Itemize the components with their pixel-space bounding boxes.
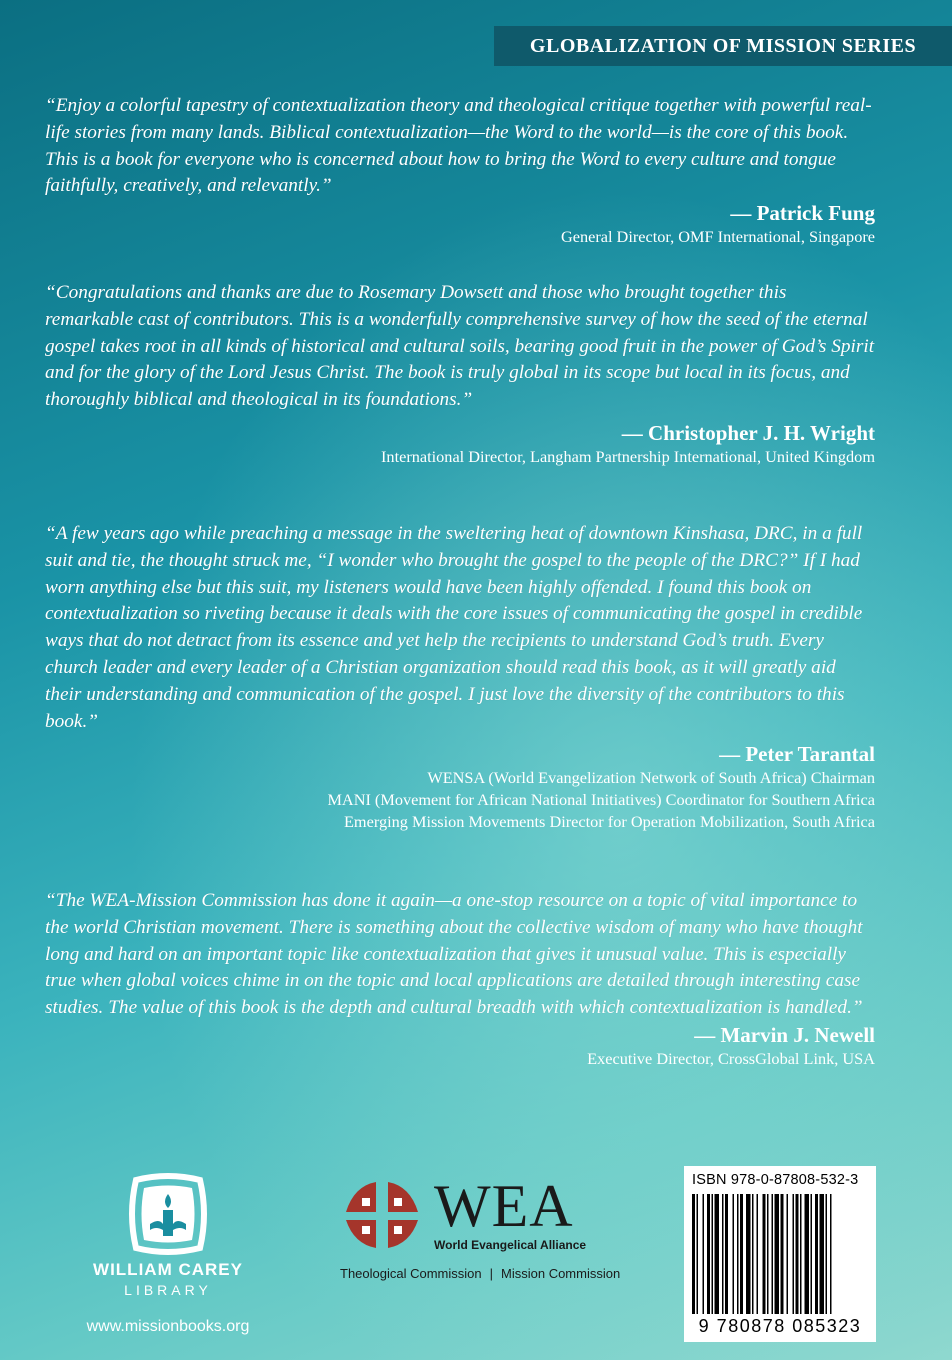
- barcode-bar: [712, 1194, 714, 1314]
- barcode-bar: [787, 1194, 789, 1314]
- endorsement-role: Executive Director, CrossGlobal Link, USA: [587, 1048, 875, 1068]
- commission-separator: |: [489, 1266, 494, 1281]
- endorsement: [45, 280, 875, 468]
- barcode-bar: [796, 1194, 799, 1314]
- candle-emblem-icon: [126, 1172, 210, 1256]
- publisher-url[interactable]: www.missionbooks.org: [86, 1318, 250, 1335]
- publisher-subname: LIBRARY: [124, 1282, 212, 1298]
- publisher-logo: [58, 1172, 278, 1336]
- barcode-bar: [707, 1194, 710, 1314]
- endorsement: [45, 93, 875, 248]
- barcode-bar: [775, 1194, 780, 1314]
- mission-commission: Mission Commission: [501, 1266, 621, 1281]
- barcode-bar: [692, 1194, 695, 1314]
- wea-logo: [340, 1172, 630, 1281]
- endorsement-role: International Director, Langham Partnership International, United Kingdom: [381, 446, 875, 466]
- barcode-bar: [820, 1194, 825, 1314]
- endorsement-author: — Marvin J. Newell: [694, 1022, 875, 1047]
- endorsement-author: — Patrick Fung: [730, 201, 875, 226]
- barcode-digits: 9 780878 085323: [698, 1316, 862, 1336]
- barcode-bar: [800, 1194, 802, 1314]
- series-title: GLOBALIZATION OF MISSION SERIES: [529, 34, 917, 57]
- barcode-bar: [781, 1194, 784, 1314]
- barcode-bar: [703, 1194, 705, 1314]
- barcode-icon: [692, 1194, 868, 1314]
- barcode-bar: [793, 1194, 795, 1314]
- endorsement-role: Emerging Mission Movements Director for Operation Mobilization, South Africa: [343, 812, 875, 832]
- barcode-bar: [740, 1194, 743, 1314]
- barcode-bar: [826, 1194, 828, 1314]
- barcode-bar: [722, 1194, 724, 1314]
- barcode-bar: [733, 1194, 735, 1314]
- barcode-bar: [757, 1194, 759, 1314]
- barcode-bar: [715, 1194, 720, 1314]
- barcode-bar: [737, 1194, 739, 1314]
- barcode-bar: [746, 1194, 751, 1314]
- endorsement-role: WENSA (World Evangelization Network of South Africa) Chairman: [427, 768, 875, 788]
- barcode-bar: [697, 1194, 699, 1314]
- series-banner: [494, 26, 952, 66]
- publisher-name: WILLIAM CAREY: [93, 1260, 243, 1279]
- endorsement-author: — Peter Tarantal: [719, 742, 875, 767]
- endorsement-quote: “Congratulations and thanks are due to Rosemary Dowsett and those who brought together this remarkable cast of contributors. This is a wonderfully comprehensive survey of how the seed of the eternal gospel takes root in all kinds of historical and cultural soils, bearing good fruit in the power of God’s Spirit and for the glory of the Lord Jesus Christ. The book is truly global in its scope but local in its focus, and thoroughly biblical and theological in its foundations.”: [45, 282, 875, 411]
- barcode-bar: [725, 1194, 728, 1314]
- wea-acronym: WEA: [434, 1173, 574, 1239]
- endorsement-role: MANI (Movement for African National Initiatives) Coordinator for Southern Africa: [327, 790, 875, 810]
- cross-emblem-icon: [340, 1172, 424, 1256]
- barcode-bar: [811, 1194, 813, 1314]
- endorsement-quote: “The WEA-Mission Commission has done it again—a one-stop resource on a topic of vital importance to the world Christian movement. There is something about the collective wisdom of many who have thought long and hard on an important topic like contextualization that gives it unusual value. This is especially true when global voices chime in on the topic and local applications are detailed through interesting case studies. The value of this book is the depth and cultural breadth with which contextualization is handled.”: [45, 890, 863, 1019]
- theological-commission: Theological Commission: [340, 1266, 482, 1281]
- endorsement-role: General Director, OMF International, Singapore: [560, 227, 875, 247]
- wea-full-name: World Evangelical Alliance: [434, 1238, 587, 1252]
- barcode-bar: [752, 1194, 754, 1314]
- endorsement-quote: “A few years ago while preaching a message in the sweltering heat of downtown Kinshasa, DRC, in a full suit and tie, the thought struck me, “I wonder who brought the gospel to the people of the DRC?” If I had worn anything else but this suit, my listeners would have been highly offended. I found this book on contextualization so riveting because it deals with the core issues of communicating the gospel in credible ways that do not detract from its essence and yet help the recipients to understand God’s truth. Every church leader and every leader of a Christian organization should read this book, as it will greatly aid their understanding and communication of the gospel. I just love the diversity of the contributors to this book.”: [45, 523, 863, 732]
- barcode-bar: [815, 1194, 818, 1314]
- barcode-bar: [767, 1194, 769, 1314]
- barcode-bar: [772, 1194, 774, 1314]
- wea-commissions: [340, 1266, 630, 1281]
- endorsement-quote: “Enjoy a colorful tapestry of contextualization theory and theological critique together with powerful real-life stories from many lands. Biblical contextualization—the Word to the world—is the core of this book. This is a book for everyone who is concerned about how to bring the Word to every culture and tongue faithfully, creatively, and relevantly.”: [45, 95, 872, 197]
- barcode-box: [684, 1166, 876, 1342]
- endorsement: [45, 888, 875, 1070]
- barcode-bar: [830, 1194, 832, 1314]
- endorsement: [45, 521, 875, 833]
- endorsement-author: — Christopher J. H. Wright: [621, 420, 875, 445]
- barcode-bar: [805, 1194, 810, 1314]
- isbn-label: ISBN 978-0-87808-532-3: [692, 1172, 859, 1188]
- barcode-bar: [763, 1194, 766, 1314]
